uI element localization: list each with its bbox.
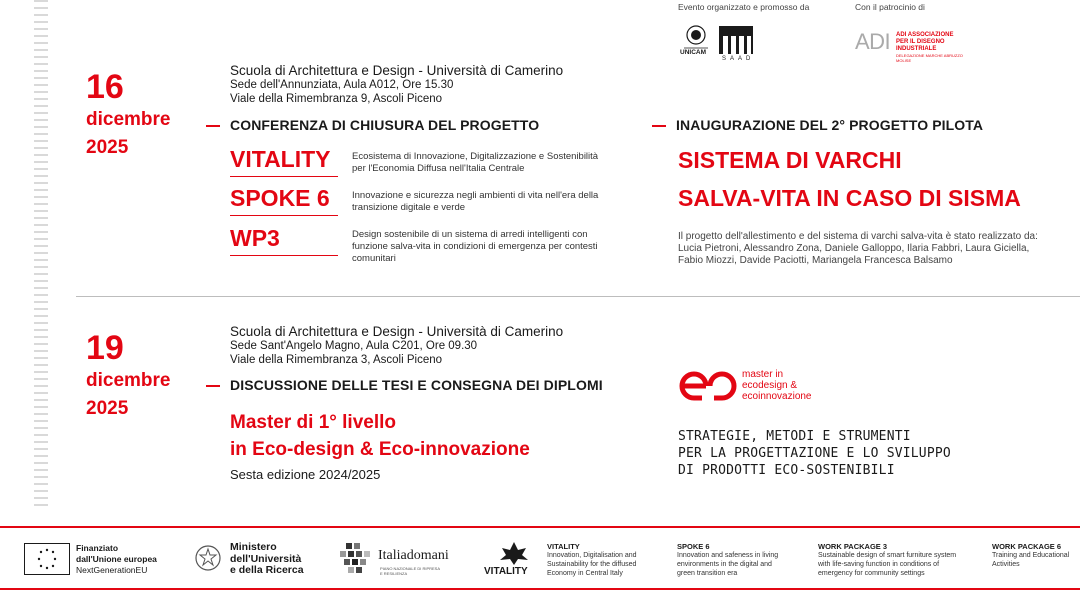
credits-line1: Il progetto dell'allestimento e del sistema di varchi salva-vita è stato realizzato da: [678,231,1038,242]
eu-line2: dall'Unione europea [76,554,157,564]
event1-day: 16 [86,68,124,106]
dash-mark [206,125,220,127]
strategy-line3: DI PRODOTTI ECO-SOSTENIBILI [678,463,895,478]
event1-section-right-label: INAUGURAZIONE DEL 2° PROGETTO PILOTA [676,117,984,133]
footer-col-title: WORK PACKAGE 6 [992,542,1062,551]
event2-year: 2025 [86,397,129,419]
event1-date [86,70,170,161]
footer-col-vitality [547,542,667,578]
saad-arches-icon [718,24,754,56]
eu-flag [24,543,70,575]
vitality-desc: Ecosistema di Innovazione, Digitalizzazione e Sostenibilità per l'Economia Diffusa nell'Italia Centrale [352,151,599,174]
master-logo-line3: ecoinnovazione [742,391,812,402]
section-divider [76,296,1080,297]
master-logo-mark [678,370,738,402]
master-title-line2: in Eco-design & Eco-innovazione [230,439,530,460]
credits-line2: Lucia Pietroni, Alessandro Zona, Daniele Galloppo, Ilaria Fabbri, Laura Giciella, [678,243,1030,254]
patronage-label: Con il patrocinio di [855,2,925,12]
vitality-logo-text: VITALITY [484,566,528,577]
master-logo-text [742,369,812,402]
wp3-desc: Design sostenibile di un sistema di arredi intelligenti con funzione salva-vita in condizioni di emergenza per contesti comunitari [352,229,598,264]
saad-logo [718,24,754,64]
footer-col-title: SPOKE 6 [677,542,710,551]
eu-text [76,543,157,576]
strategy-line2: PER LA PROGETTAZIONE E LO SVILUPPO [678,446,951,461]
unicam-logo-text: UNICAM [680,49,706,56]
eu-stars-icon [25,544,69,574]
master-edition: Sesta edizione 2024/2025 [230,467,381,482]
mur-text [230,542,304,577]
vitality-label: VITALITY [230,146,338,177]
unicam-seal-icon [678,24,714,64]
credits-line3: Fabio Miozzi, Davide Paciotti, Mariangela Francesca Balsamo [678,255,953,266]
master-title-line1: Master di 1° livello [230,412,396,433]
spoke6-desc: Innovazione e sicurezza negli ambienti di vita nell'era della transizione digitale e verde [352,190,599,213]
event2-section [206,377,603,395]
eu-line1: Finanziato [76,543,119,553]
mur-logo [194,543,222,578]
footer-red-line-bottom [0,588,1080,590]
strategy-block [678,428,951,479]
event2-month: dicembre [86,370,171,391]
master-logo-line1: master in [742,369,784,380]
mur-line3: e della Ricerca [230,564,304,576]
footer-col-text: Innovation, Digitalisation and Sustainability for the diffused Economy in Central Italy [547,552,637,577]
footer-red-line [0,526,1080,528]
eu-line3: NextGenerationEU [76,565,148,575]
event2-venue-line2: Viale della Rimembranza 3, Ascoli Piceno [230,354,443,366]
italiadomani-logo [336,541,376,580]
italian-emblem-icon [194,543,222,573]
italiadomani-pixels-icon [336,541,376,575]
footer-col-text: Training and Educational Activities [992,552,1070,568]
event1-venue-line2: Viale della Rimembranza 9, Ascoli Piceno [230,93,443,105]
pilot-title-line2: SALVA-VITA IN CASO DI SISMA [678,185,1021,211]
footer-col-wp3 [818,542,958,578]
italiadomani-sub: PIANO NAZIONALE DI RIPRESA E RESILIENZA [380,566,440,576]
event1-venue-line1: Sede dell'Annunziata, Aula A012, Ore 15.30 [230,79,454,91]
event2-day: 19 [86,329,124,367]
footer-col-text: Sustainable design of smart furniture system with life-saving function in conditions of emergency for community settings [818,552,957,577]
event2-venue-line1: Sede Sant'Angelo Magno, Aula C201, Ore 09.30 [230,340,478,352]
decorative-dashed-strip [34,0,48,510]
organized-by-label: Evento organizzato e promosso da [678,2,810,12]
adi-name: ADI ASSOCIAZIONE PER IL DISEGNO INDUSTRIALE [896,32,954,52]
adi-logo: ADI [855,29,891,54]
pilot-title-line1: SISTEMA DI VARCHI [678,147,902,173]
footer-col-text: Innovation and safeness in living environments in the digital and green transition era [677,552,779,577]
strategy-line1: STRATEGIE, METODI E STRUMENTI [678,429,911,444]
italiadomani-text: Italiadomani [378,548,449,563]
event1-month: dicembre [86,109,171,130]
event2-section-label: DISCUSSIONE DELLE TESI E CONSEGNA DEI DIPLOMI [230,377,603,393]
event2-date [86,331,170,422]
unicam-logo [678,24,714,64]
event1-section-left [206,117,539,135]
event1-section-left-label: CONFERENZA DI CHIUSURA DEL PROGETTO [230,117,540,133]
dash-mark [206,385,220,387]
footer-col-wp6 [992,542,1072,569]
event1-venue-title: Scuola di Architettura e Design - Università di Camerino [230,63,564,78]
adi-sub: DELEGAZIONE MARCHE ABRUZZO MOLISE [896,53,963,63]
spoke6-label: SPOKE 6 [230,185,338,216]
footer-col-spoke6 [677,542,789,578]
event1-section-right [652,117,983,135]
vitality-leaf-icon [496,540,532,566]
mur-line1: Ministero [230,541,277,553]
footer-col-title: VITALITY [547,542,580,551]
saad-logo-text: SAAD [722,56,755,62]
mur-line2: dell'Università [230,552,302,565]
event2-venue-title: Scuola di Architettura e Design - Università di Camerino [230,324,564,339]
master-logo-line2: ecodesign & [742,380,798,391]
ecodesign-es-icon [678,370,738,402]
wp3-label: WP3 [230,225,338,256]
footer-col-title: WORK PACKAGE 3 [818,542,888,551]
dash-mark [652,125,666,127]
event1-year: 2025 [86,136,129,158]
